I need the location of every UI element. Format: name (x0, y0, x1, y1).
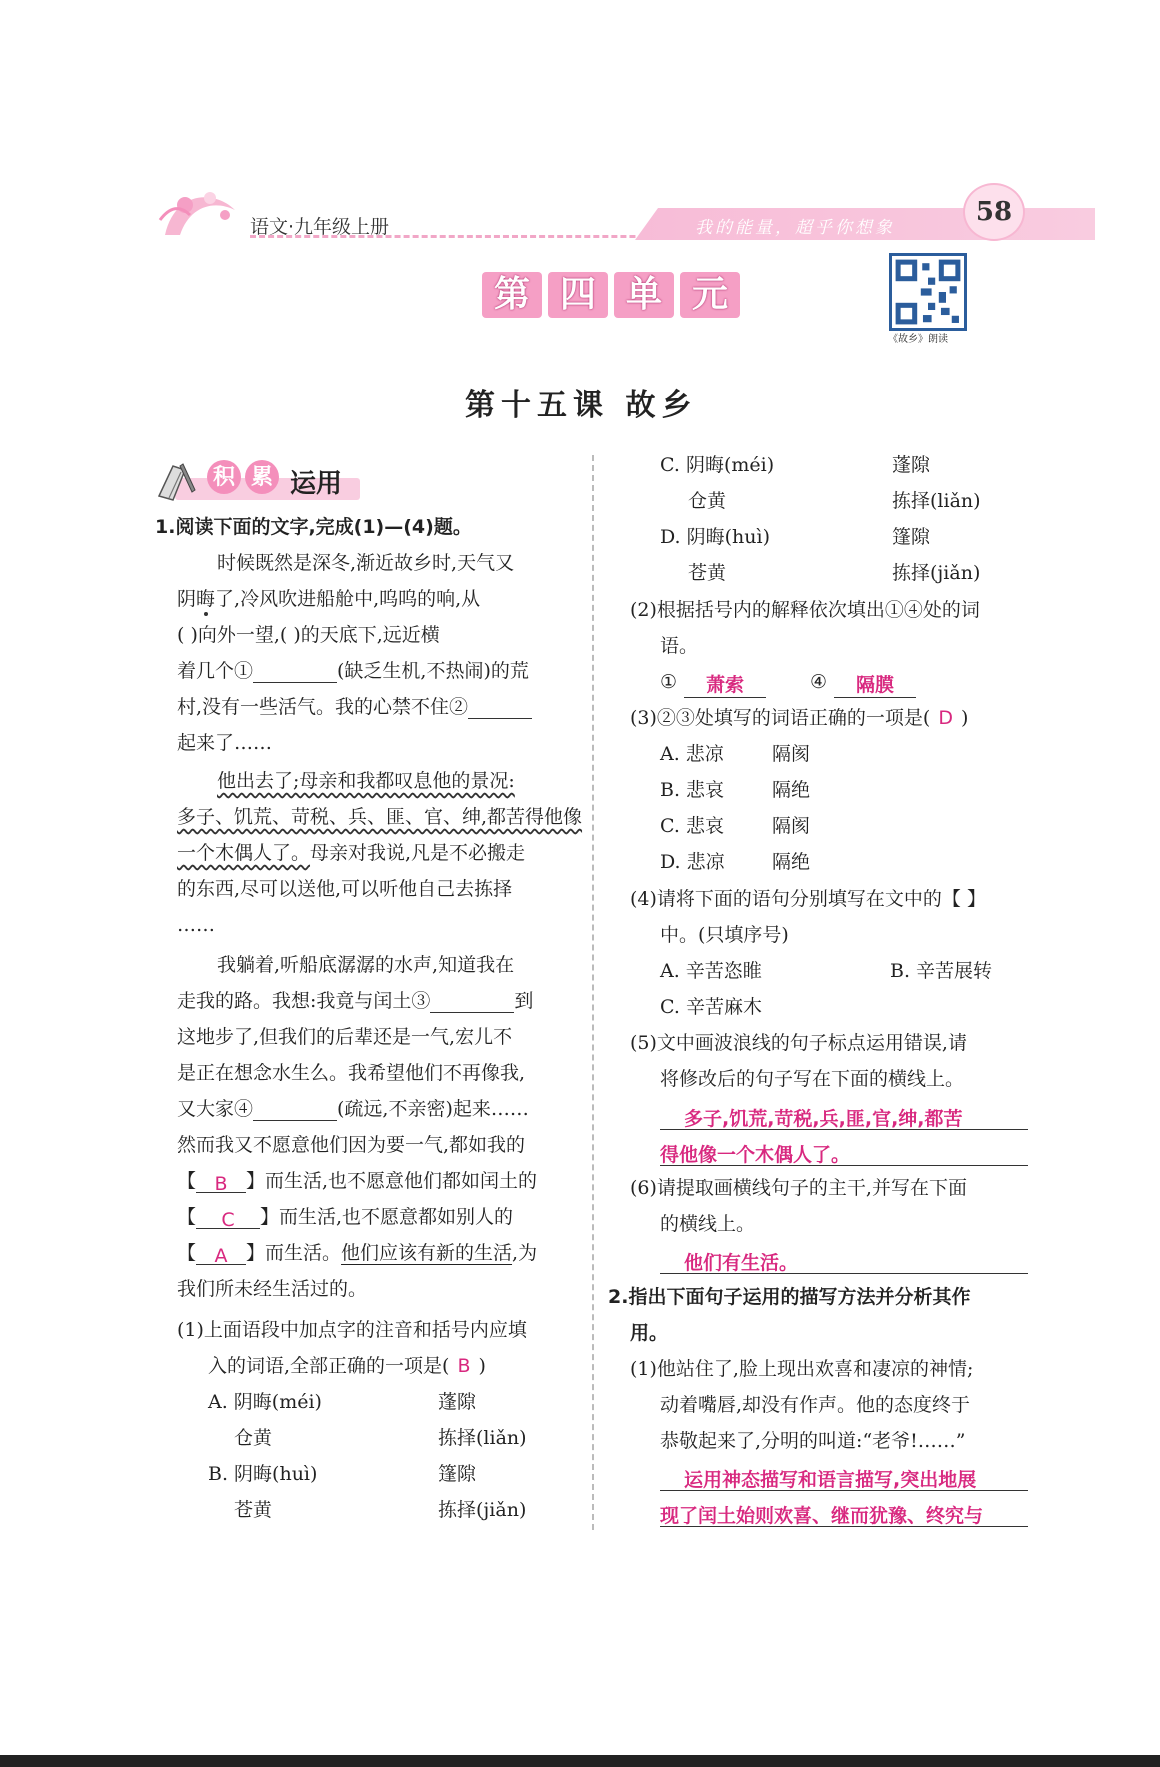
option-a-word: 隔阂 (772, 743, 811, 765)
option-b: B. 悲哀 (660, 779, 725, 801)
dotted-char: 晦 (196, 588, 216, 610)
passage-line: 是正在想念水生么。我希望他们不再像我, (177, 1062, 526, 1084)
option-b-word: 隔绝 (772, 779, 811, 801)
passage-line (177, 587, 480, 611)
section-badge (155, 458, 360, 502)
option-b-word: 拣择(jiǎn) (438, 1499, 527, 1521)
unit-title-char: 四 (548, 272, 608, 318)
option-b-word: 苍黄 (234, 1499, 273, 1521)
sub-question-5: (5)文中画波浪线的句子标点运用错误,请 (630, 1032, 967, 1054)
blank-2[interactable] (468, 698, 532, 719)
passage-line (177, 1097, 529, 1121)
option-b: B. 阴晦(huì) (208, 1463, 318, 1485)
passage-line: 【 C 】而生活,也不愿意都如别人的 (177, 1206, 514, 1231)
q2-sub-1: 动着嘴唇,却没有作声。他的态度终于 (660, 1394, 971, 1416)
blank-label: ① (660, 671, 678, 693)
question-text: ) (478, 1355, 486, 1377)
underlined-sentence: 他们应该有新的生活 (341, 1242, 513, 1264)
book-pen-icon (155, 460, 203, 502)
passage-line: ( )向外一望,( )的天底下,远近横 (177, 624, 440, 646)
option-b: B. 辛苦展转 (890, 960, 993, 982)
page-number: 58 (963, 183, 1025, 241)
question-2-stem: 2.指出下面句子运用的描写方法并分析其作 (608, 1286, 971, 1308)
answer-rule (660, 1129, 1028, 1130)
wavy-sentence: 一个木偶人了。 (177, 842, 311, 864)
flower-ornament-icon (155, 180, 255, 242)
question-2-stem: 用。 (630, 1322, 669, 1344)
sub-question-3 (630, 706, 968, 730)
passage-line: 然而我又不愿意他们因为要一气,都如我的 (177, 1134, 526, 1156)
column-divider (592, 455, 594, 1530)
answer-rule (660, 1273, 1028, 1274)
passage-line: …… (177, 914, 215, 936)
blank-3[interactable] (430, 992, 514, 1013)
option-c-word: 隔阂 (772, 815, 811, 837)
unit-title-char: 第 (482, 272, 542, 318)
sub-question-4: (4)请将下面的语句分别填写在文中的【 】 (630, 888, 986, 910)
passage-line: 的东西,尽可以送他,可以听他自己去拣择 (177, 878, 513, 900)
question-1-stem: 1.阅读下面的文字,完成(1)—(4)题。 (155, 516, 472, 538)
passage-text: 走我的路。我想:我竟与闰土③ (177, 990, 431, 1012)
option-a: A. 阴晦(méi) (208, 1391, 322, 1413)
option-a: A. 辛苦恣睢 (660, 960, 762, 982)
question-text: 入的词语,全部正确的一项是( (208, 1355, 450, 1377)
option-a-word: 仓黄 (234, 1427, 273, 1449)
section-char-icon: 累 (245, 460, 279, 494)
answer-line: 他们有生活。 (684, 1252, 799, 1274)
q2-sub-1: 恭敬起来了,分明的叫道:“老爷!……” (660, 1430, 966, 1452)
option-b-word: 篷隙 (438, 1463, 477, 1485)
option-d-word: 苍黄 (688, 562, 727, 584)
unit-title-char: 元 (680, 272, 740, 318)
option-c: C. 悲哀 (660, 815, 724, 837)
passage-text: 到 (514, 990, 534, 1012)
option-d-word: 隔绝 (772, 851, 811, 873)
section-title: 运用 (290, 469, 343, 499)
blank-label: ④ (810, 671, 828, 693)
passage-line (177, 659, 529, 683)
option-a: A. 悲凉 (660, 743, 724, 765)
answer-line: 现了闰土始则欢喜、继而犹豫、终究与 (660, 1505, 984, 1527)
passage-text: (缺乏生机,不热闹)的荒 (337, 660, 529, 682)
option-c-word: 拣择(liǎn) (892, 490, 981, 512)
qr-code-icon[interactable] (889, 253, 967, 331)
passage-line: 起来了…… (177, 732, 273, 754)
blank-1[interactable] (253, 662, 337, 683)
lesson-title: 第十五课 故乡 (465, 388, 698, 423)
sub-question-4: 中。(只填序号) (660, 924, 789, 946)
passage-line: 【 B 】而生活,也不愿意他们都如闰土的 (177, 1170, 538, 1195)
answer-rule (660, 1526, 1028, 1527)
passage-line: 我们所未经生活过的。 (177, 1278, 368, 1300)
passage-text: 】而生活,也不愿意他们都如闰土的 (246, 1170, 538, 1192)
sub-question-2: (2)根据括号内的解释依次填出①④处的词 (630, 599, 980, 621)
option-c-word: 蓬隙 (892, 454, 931, 476)
passage-text: 母亲对我说,凡是不必搬走 (310, 842, 526, 864)
option-d-word: 篷隙 (892, 526, 931, 548)
bracket-answer: B (196, 1172, 246, 1193)
passage-line: 这地步了,但我们的后辈还是一气,宏儿不 (177, 1026, 513, 1048)
qr-caption: 《故乡》朗读 (888, 334, 948, 345)
sub-question-6: 的横线上。 (660, 1213, 756, 1235)
passage-line: 时候既然是深冬,渐近故乡时,天气又 (217, 552, 515, 574)
option-d-word: 拣择(jiǎn) (892, 562, 981, 584)
sub-question-5: 将修改后的句子写在下面的横线上。 (660, 1068, 965, 1090)
passage-line (177, 989, 533, 1013)
passage-text: 阴 (177, 588, 197, 610)
wavy-sentence: 他出去了;母亲和我都叹息他的景况: (217, 770, 515, 792)
passage-text: (疏远,不亲密)起来…… (337, 1098, 529, 1120)
sub-question-6: (6)请提取画横线句子的主干,并写在下面 (630, 1177, 967, 1199)
answer-1: 萧索 (684, 670, 766, 698)
option-a-word: 蓬隙 (438, 1391, 477, 1413)
passage-line (177, 695, 532, 719)
passage-line: 我躺着,听船底潺潺的水声,知道我在 (217, 954, 515, 976)
answer-line: 得他像一个木偶人了。 (660, 1144, 851, 1166)
section-char-icon: 积 (207, 460, 241, 494)
answer-choice: D (938, 707, 953, 729)
answer-rule (660, 1165, 1028, 1166)
passage-text: 】而生活,也不愿意都如别人的 (260, 1206, 514, 1228)
q2-sub-1: (1)他站住了,脸上现出欢喜和凄凉的神情; (630, 1358, 974, 1380)
option-c-word: 仓黄 (688, 490, 727, 512)
unit-title (482, 272, 740, 318)
wavy-sentence: 多子、饥荒、苛税、兵、匪、官、绅,都苦得他像 (177, 806, 583, 828)
sub-question-1 (208, 1354, 486, 1378)
passage-text: 】而生活。 (246, 1242, 342, 1264)
passage-text: 了,冷风吹进船舱中,呜呜的响,从 (215, 588, 481, 610)
bracket-answer: C (196, 1208, 260, 1229)
answer-line: 运用神态描写和语言描写,突出地展 (684, 1469, 977, 1491)
unit-title-char: 单 (614, 272, 674, 318)
book-title: 语文·九年级上册 (250, 216, 390, 238)
passage-text: 着几个① (177, 660, 254, 682)
bottom-bar (0, 1755, 1160, 1767)
sub-question-2: 语。 (660, 635, 699, 657)
option-a-word: 拣择(liǎn) (438, 1427, 527, 1449)
page-header (155, 180, 1025, 242)
question-text: (3)②③处填写的词语正确的一项是( (630, 707, 931, 729)
question-text: ) (960, 707, 969, 729)
option-d: D. 阴晦(huì) (660, 526, 771, 548)
passage-line: 【 A 】而生活。他们应该有新的生活,为 (177, 1242, 538, 1267)
passage-text: 村,没有一些活气。我的心禁不住② (177, 696, 469, 718)
bracket-answer: A (196, 1244, 246, 1265)
option-c: C. 辛苦麻木 (660, 996, 762, 1018)
sub-question-1: (1)上面语段中加点字的注音和括号内应填 (177, 1319, 527, 1341)
option-c: C. 阴晦(méi) (660, 454, 775, 476)
answer-rule (660, 1490, 1028, 1491)
option-d: D. 悲凉 (660, 851, 725, 873)
passage-text: 又大家④ (177, 1098, 254, 1120)
answer-choice: B (457, 1355, 471, 1377)
passage-text: ,为 (512, 1242, 538, 1264)
blank-4[interactable] (253, 1100, 337, 1121)
answer-4: 隔膜 (834, 670, 916, 698)
answer-line: 多子,饥荒,苛税,兵,匪,官,绅,都苦 (684, 1108, 963, 1130)
slogan: 我的能量，超乎你想象 (695, 218, 895, 238)
passage-line (177, 841, 525, 865)
